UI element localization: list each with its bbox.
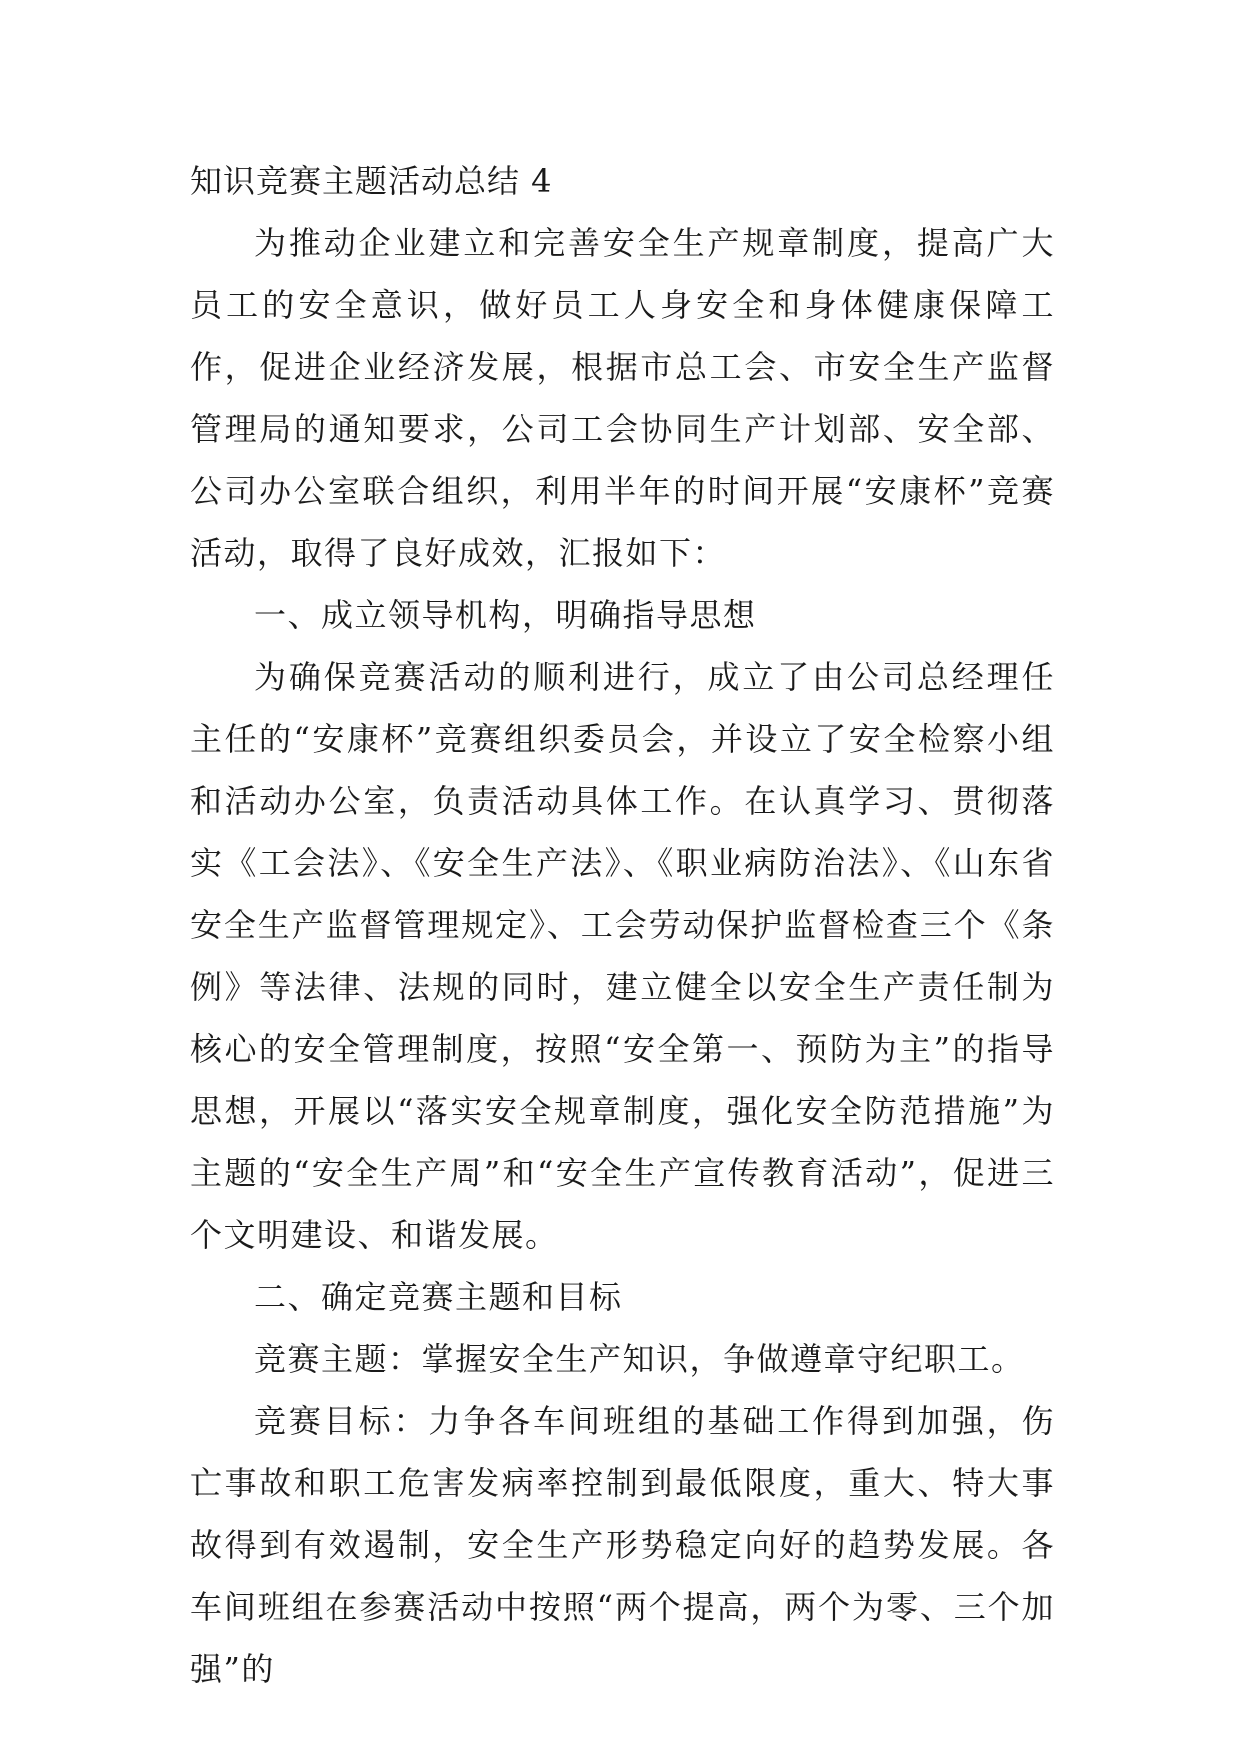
section-1-body: 为确保竞赛活动的顺利进行，成立了由公司总经理任主任的“安康杯”竞赛组织委员会，并设立了安全检察小组和活动办公室，负责活动具体工作。在认真学习、贯彻落实《工会法》、《安全生产法》、《职业病防治法》、《山东省安全生产监督管理规定》、工会劳动保护监督检查三个《条例》等法律、法规的同时，建立健全以安全生产责任制为核心的安全管理制度，按照“安全第一、预防为主”的指导思想，开展以“落实安全规章制度，强化安全防范措施”为主题的“安全生产周”和“安全生产宣传教育活动”，促进三个文明建设、和谐发展。 [190,658,1055,1254]
competition-theme: 竞赛主题：掌握安全生产知识，争做遵章守纪职工。 [254,1340,1025,1378]
document-page [190,150,1055,1700]
section-1-heading: 一、成立领导机构，明确指导思想 [254,596,757,634]
document-title: 知识竞赛主题活动总结 4 [190,162,553,200]
section-2-heading: 二、确定竞赛主题和目标 [254,1278,623,1316]
intro-paragraph: 为推动企业建立和完善安全生产规章制度，提高广大员工的安全意识，做好员工人身安全和身体健康保障工作，促进企业经济发展，根据市总工会、市安全生产监督管理局的通知要求，公司工会协同生产计划部、安全部、公司办公室联合组织，利用半年的时间开展“安康杯”竞赛活动，取得了良好成效，汇报如下： [190,224,1055,572]
competition-goal: 竞赛目标：力争各车间班组的基础工作得到加强，伤亡事故和职工危害发病率控制到最低限度，重大、特大事故得到有效遏制，安全生产形势稳定向好的趋势发展。各车间班组在参赛活动中按照“两个提高，两个为零、三个加强”的 [190,1402,1055,1688]
